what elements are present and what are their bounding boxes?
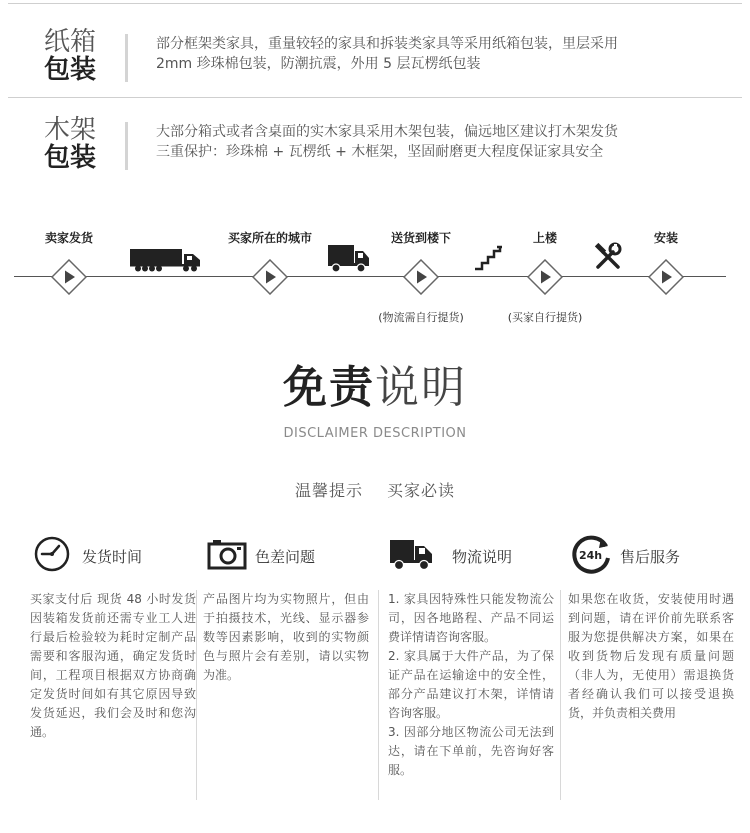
color-difference-header	[195, 528, 377, 578]
logistics-title: 物流说明	[452, 548, 513, 566]
flow-step-seller-ships: 卖家发货	[44, 231, 94, 245]
color-difference-text: 产品图片均为实物照片，但由于拍摄技术，光线、显示器参数等因素影响，收到的实物颜色与照片会有差别，请以实物为准。	[203, 592, 369, 682]
wood-desc-line2: 三重保护：珍珠棉 + 瓦楞纸 + 木框架，坚固耐磨更大程度保证家具安全	[156, 144, 604, 160]
shipping-time-title: 发货时间	[82, 548, 143, 566]
wood-frame-packaging-section	[0, 116, 750, 206]
play-diamond-icon	[252, 259, 288, 295]
disclaimer-heading	[0, 362, 750, 441]
wood-label-line1: 木架	[43, 115, 96, 145]
delivery-flow	[0, 215, 750, 335]
carton-packaging-label	[40, 28, 100, 84]
buyer-must-read-label: 买家必读	[387, 481, 456, 500]
logistics-item: 3. 因部分地区物流公司无法到达，请在下单前，先咨询好客服。	[388, 725, 554, 777]
play-diamond-icon	[527, 259, 563, 295]
logistics-header	[380, 528, 562, 578]
flow-step-downstairs: 送货到楼下	[390, 231, 452, 245]
play-diamond-icon	[403, 259, 439, 295]
wood-packaging-description	[156, 122, 726, 162]
wood-desc-line1: 大部分箱式或者含桌面的实木家具采用木架包装，偏远地区建议打木架发货	[156, 124, 618, 140]
warm-tips-label: 温馨提示	[294, 481, 363, 500]
logistics-item: 2. 家具属于大件产品，为了保证产品在运输途中的安全性，部分产品建议打木架，详情请咨询客服。	[388, 649, 554, 720]
flow-line	[14, 276, 726, 277]
shipping-time-text: 买家支付后 现货 48 小时发货 因装箱发货前还需专业工人进行最后检验较为耗时定制产品需要和客服沟通，确定发货时间，工程项目根据双方协商确定发货时间如有其它原因导致发货延迟，我们会及时和您沟通。	[30, 592, 196, 739]
logistics-item: 1. 家具因特殊性只能发物流公司，因各地路程、产品不同运费详情请咨询客服。	[388, 592, 554, 644]
tools-icon	[593, 241, 623, 271]
carton-divider-bar	[125, 34, 128, 82]
camera-icon	[205, 532, 249, 576]
disclaimer-subtitle: DISCLAIMER DESCRIPTION	[283, 426, 467, 441]
disclaimer-title	[0, 362, 750, 414]
play-diamond-icon	[51, 259, 87, 295]
stairs-icon	[473, 245, 505, 271]
play-diamond-icon	[648, 259, 684, 295]
carton-desc-line1: 部分框架类家具，重量较轻的家具和拆装类家具等采用纸箱包装，里层采用	[156, 36, 618, 52]
section-divider	[8, 97, 742, 98]
carton-packaging-section	[0, 28, 750, 118]
shipping-time-header	[22, 528, 204, 578]
wood-packaging-label	[40, 116, 100, 172]
tips-row	[0, 478, 750, 501]
clock-icon	[32, 532, 76, 576]
carton-desc-line2: 2mm 珍珠棉包装，防潮抗震，外用 5 层瓦楞纸包装	[156, 56, 481, 72]
disclaimer-title-thin: 说明	[375, 362, 467, 413]
truck-icon	[130, 247, 202, 273]
flow-note-logistics-pickup: (物流需自行提货)	[378, 311, 464, 324]
wood-divider-bar	[125, 122, 128, 170]
carton-label-line2: 包装	[43, 55, 96, 85]
delivery-truck-icon	[328, 243, 370, 273]
after-sales-header	[560, 528, 742, 578]
after-sales-text: 如果您在收货，安装使用时遇到问题，请在评价前先联系客服为您提供解决方案，如果在收到货物后发现有质量问题（非人为，无使用）需退换货者经确认我们可以接受退换货，并负责相关费用	[568, 592, 734, 720]
wood-label-line2: 包装	[43, 143, 96, 173]
top-divider	[8, 3, 742, 4]
24h-service-icon	[570, 532, 614, 576]
truck-icon	[390, 532, 434, 576]
flow-step-buyer-city: 买家所在的城市	[227, 231, 313, 245]
carton-label-line1: 纸箱	[43, 27, 96, 57]
column-divider	[378, 590, 379, 800]
flow-step-upstairs: 上楼	[532, 231, 558, 245]
color-difference-title: 色差问题	[255, 548, 316, 566]
logistics-text	[380, 590, 562, 780]
carton-packaging-description	[156, 34, 726, 74]
flow-note-buyer-pickup: (买家自行提货)	[507, 311, 583, 324]
flow-step-install: 安装	[653, 231, 679, 245]
after-sales-title: 售后服务	[620, 548, 681, 566]
disclaimer-title-bold: 免责	[283, 362, 375, 413]
24h-label: 24h	[579, 549, 603, 562]
